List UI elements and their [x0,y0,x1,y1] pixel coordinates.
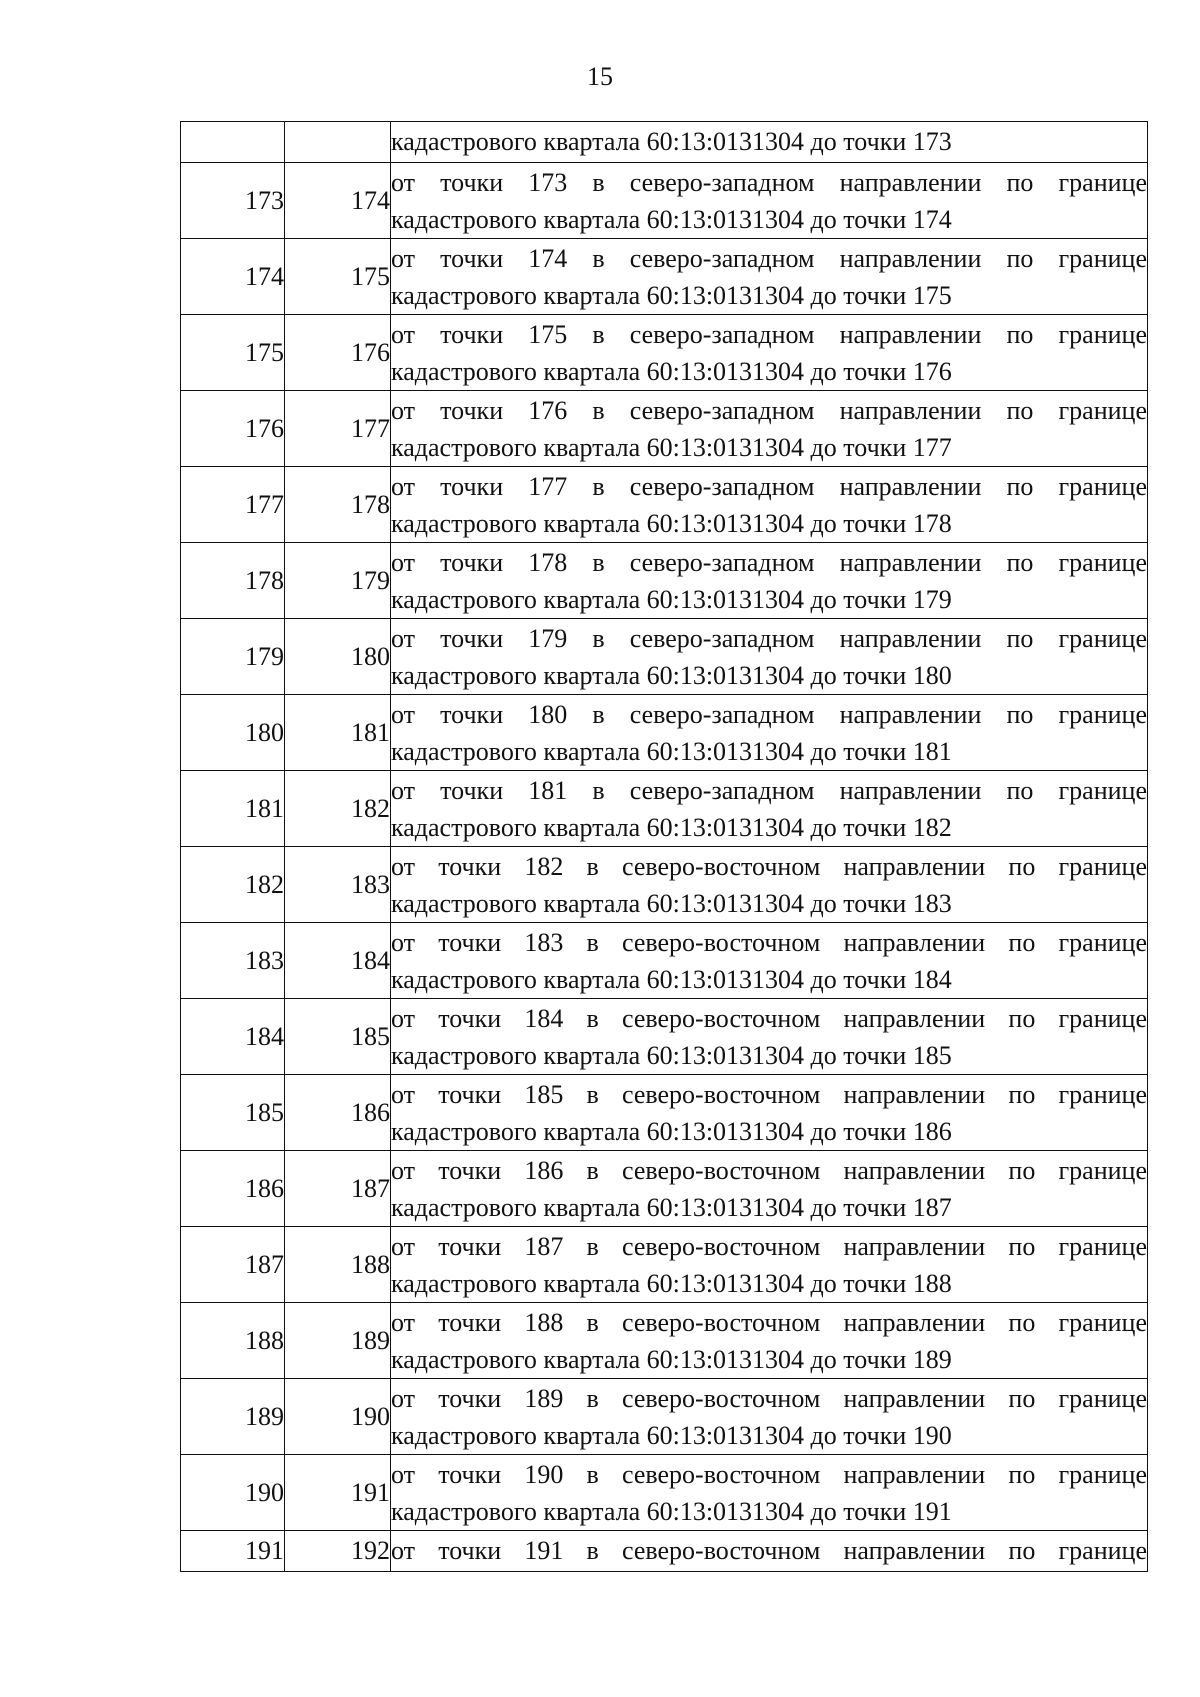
to-point-cell: 190 [285,1379,391,1455]
description-line-1: от точки 179 в северо-западном направлении по границе [391,623,1147,653]
description-line-2: кадастрового квартала 60:13:0131304 до точки 175 [391,280,952,310]
description-line-2: кадастрового квартала 60:13:0131304 до точки 176 [391,356,952,386]
table-row [181,1227,1148,1303]
to-point-cell: 176 [285,315,391,391]
description-line-1: от точки 184 в северо-восточном направлении по границе [391,1003,1147,1033]
description-line-1: от точки 177 в северо-западном направлении по границе [391,471,1147,501]
description-line-1: от точки 181 в северо-западном направлении по границе [391,775,1147,805]
table-row [181,315,1148,391]
description-cell [391,239,1148,315]
from-point-cell: 187 [181,1227,285,1303]
from-point-cell: 175 [181,315,285,391]
description-line-1: от точки 187 в северо-восточном направлении по границе [391,1231,1147,1261]
description-cell [391,467,1148,543]
to-point-cell: 180 [285,619,391,695]
table-row [181,847,1148,923]
description-line-2: кадастрового квартала 60:13:0131304 до точки 186 [391,1116,952,1146]
description-cell [391,122,1148,163]
table-row [181,771,1148,847]
description-cell [391,771,1148,847]
from-point-cell [181,122,285,163]
table-row-continuation [181,122,1148,163]
description-cell [391,1379,1148,1455]
table-row [181,1075,1148,1151]
from-point-cell: 186 [181,1151,285,1227]
to-point-cell: 182 [285,771,391,847]
table-row [181,619,1148,695]
description-line-1: от точки 186 в северо-восточном направлении по границе [391,1155,1147,1185]
description-line-1: от точки 175 в северо-западном направлении по границе [391,319,1147,349]
to-point-cell [285,122,391,163]
description-cell [391,1151,1148,1227]
table-row [181,1151,1148,1227]
table-row [181,695,1148,771]
table-body [181,122,1148,1572]
description-cell [391,543,1148,619]
from-point-cell: 184 [181,999,285,1075]
description-line-1: от точки 173 в северо-западном направлении по границе [391,167,1147,197]
from-point-cell: 179 [181,619,285,695]
table-row [181,923,1148,999]
description-line-1: от точки 185 в северо-восточном направлении по границе [391,1079,1147,1109]
description-cell [391,1303,1148,1379]
description-cell [391,847,1148,923]
description-cell [391,163,1148,239]
table-row [181,1379,1148,1455]
to-point-cell: 186 [285,1075,391,1151]
description-cell [391,1531,1148,1572]
description-cell [391,1455,1148,1531]
description-line-2: кадастрового квартала 60:13:0131304 до точки 182 [391,812,952,842]
description-cell [391,695,1148,771]
description-line-2: кадастрового квартала 60:13:0131304 до точки 189 [391,1344,952,1374]
description-cell [391,391,1148,467]
from-point-cell: 174 [181,239,285,315]
table-row [181,543,1148,619]
to-point-cell: 178 [285,467,391,543]
description-line-2: кадастрового квартала 60:13:0131304 до точки 185 [391,1040,952,1070]
page-number: 15 [587,62,613,91]
from-point-cell: 173 [181,163,285,239]
to-point-cell: 185 [285,999,391,1075]
description-cell [391,923,1148,999]
description-line-1: от точки 182 в северо-восточном направлении по границе [391,851,1147,881]
description-cell [391,619,1148,695]
to-point-cell: 192 [285,1531,391,1572]
to-point-cell: 179 [285,543,391,619]
table-row [181,1455,1148,1531]
from-point-cell: 180 [181,695,285,771]
description-cell [391,315,1148,391]
from-point-cell: 191 [181,1531,285,1572]
description-line: кадастрового квартала 60:13:0131304 до точки 173 [391,127,952,156]
description-line-2: кадастрового квартала 60:13:0131304 до точки 180 [391,660,952,690]
to-point-cell: 189 [285,1303,391,1379]
description-line-2: кадастрового квартала 60:13:0131304 до точки 191 [391,1496,952,1526]
table-row [181,1303,1148,1379]
from-point-cell: 181 [181,771,285,847]
from-point-cell: 183 [181,923,285,999]
description-line-1: от точки 174 в северо-западном направлении по границе [391,243,1147,273]
description-cell [391,1075,1148,1151]
description-line-2: кадастрового квартала 60:13:0131304 до точки 184 [391,964,952,994]
from-point-cell: 188 [181,1303,285,1379]
to-point-cell: 188 [285,1227,391,1303]
table-row [181,239,1148,315]
description-line-2: кадастрового квартала 60:13:0131304 до точки 174 [391,204,952,234]
description-line: от точки 191 в северо-восточном направлении по границе [391,1536,1147,1565]
description-line-2: кадастрового квартала 60:13:0131304 до точки 179 [391,584,952,614]
description-line-1: от точки 190 в северо-восточном направлении по границе [391,1459,1147,1489]
to-point-cell: 177 [285,391,391,467]
description-line-2: кадастрового квартала 60:13:0131304 до точки 177 [391,432,952,462]
from-point-cell: 185 [181,1075,285,1151]
table-row [181,467,1148,543]
from-point-cell: 178 [181,543,285,619]
table-row [181,163,1148,239]
description-line-1: от точки 178 в северо-западном направлении по границе [391,547,1147,577]
to-point-cell: 191 [285,1455,391,1531]
from-point-cell: 189 [181,1379,285,1455]
table-row [181,999,1148,1075]
description-line-2: кадастрового квартала 60:13:0131304 до точки 178 [391,508,952,538]
boundary-description-table [180,121,1148,1572]
to-point-cell: 175 [285,239,391,315]
description-line-1: от точки 188 в северо-восточном направлении по границе [391,1307,1147,1337]
description-cell [391,1227,1148,1303]
table-row [181,391,1148,467]
to-point-cell: 184 [285,923,391,999]
to-point-cell: 174 [285,163,391,239]
description-line-2: кадастрового квартала 60:13:0131304 до точки 187 [391,1192,952,1222]
description-line-1: от точки 176 в северо-западном направлении по границе [391,395,1147,425]
description-line-1: от точки 183 в северо-восточном направлении по границе [391,927,1147,957]
to-point-cell: 181 [285,695,391,771]
description-line-2: кадастрового квартала 60:13:0131304 до точки 190 [391,1420,952,1450]
description-line-2: кадастрового квартала 60:13:0131304 до точки 181 [391,736,952,766]
description-line-1: от точки 189 в северо-восточном направлении по границе [391,1383,1147,1413]
to-point-cell: 187 [285,1151,391,1227]
description-line-2: кадастрового квартала 60:13:0131304 до точки 188 [391,1268,952,1298]
from-point-cell: 190 [181,1455,285,1531]
description-line-2: кадастрового квартала 60:13:0131304 до точки 183 [391,888,952,918]
from-point-cell: 182 [181,847,285,923]
description-cell [391,999,1148,1075]
table-row-last [181,1531,1148,1572]
from-point-cell: 177 [181,467,285,543]
to-point-cell: 183 [285,847,391,923]
from-point-cell: 176 [181,391,285,467]
description-line-1: от точки 180 в северо-западном направлении по границе [391,699,1147,729]
